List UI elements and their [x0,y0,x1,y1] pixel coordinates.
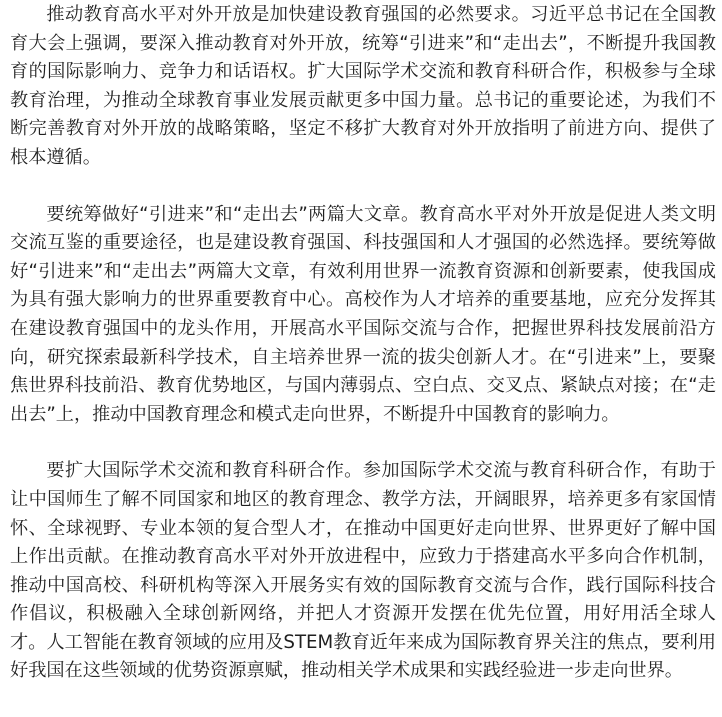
article-body [0,1,722,686]
paragraph-academic-exchange: 要扩大国际学术交流和教育科研合作。参加国际学术交流与教育科研合作，有助于让中国师生了解不同国家和地区的教育理念、教学方法，开阔眼界，培养更多有家国情怀、全球视野、专业本领的复合型人才，在推动中国更好走向世界、世界更好了解中国上作出贡献。在推动教育高水平对外开放进程中，应致力于搭建高水平多向合作机制，推动中国高校、科研机构等深入开展务实有效的国际教育交流与合作，践行国际科技合作倡议，积极融入全球创新网络，并把人才资源开发摆在优先位置，用好用活全球人才。人工智能在教育领域的应用及STEM教育近年来成为国际教育界关注的焦点，要利用好我国在这些领域的优势资源禀赋，推动相关学术成果和实践经验进一步走向世界。 [10,460,716,682]
paragraph-bring-in-go-out: 要统筹做好“引进来”和“走出去”两篇大文章。教育高水平对外开放是促进人类文明交流互鉴的重要途径，也是建设教育强国、科技强国和人才强国的必然选择。要统筹做好“引进来”和“走出去”两篇大文章，有效利用世界一流教育资源和创新要素，使我国成为具有强大影响力的世界重要教育中心。高校作为人才培养的重要基地，应充分发挥其在建设教育强国中的龙头作用，开展高水平国际交流与合作，把握世界科技发展前沿方向，研究探索最新科学技术，自主培养世界一流的拔尖创新人才。在“引进来”上，要聚焦世界科技前沿、教育优势地区，与国内薄弱点、空白点、交叉点、紧缺点对接；在“走出去”上，推动中国教育理念和模式走向世界，不断提升中国教育的影响力。 [10,203,716,425]
paragraph-education-opening-up: 推动教育高水平对外开放是加快建设教育强国的必然要求。习近平总书记在全国教育大会上强调，要深入推动教育对外开放，统筹“引进来”和“走出去”，不断提升我国教育的国际影响力、竞争力和话语权。扩大国际学术交流和教育科研合作，积极参与全球教育治理，为推动全球教育事业发展贡献更多中国力量。总书记的重要论述，为我们不断完善教育对外开放的战略策略，坚定不移扩大教育对外开放指明了前进方向、提供了根本遵循。 [10,4,716,168]
